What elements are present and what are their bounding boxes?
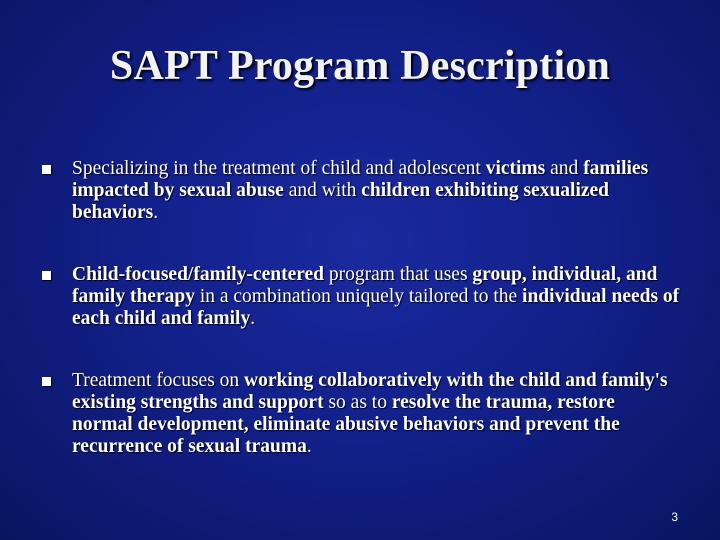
bullet-emphasis-text: individual needs of each child and family — [72, 286, 680, 329]
square-bullet-icon — [42, 271, 51, 280]
bullet-emphasis-text: group, individual, and family therapy — [72, 264, 658, 307]
slide-title: SAPT Program Description — [109, 43, 611, 89]
bullet-item — [40, 370, 680, 458]
bullet-run-text: Specializing in the treatment of child and adolescent — [72, 158, 486, 179]
bullet-run-text: in a combination uniquely tailored to the — [194, 286, 523, 307]
bullet-run-text: . — [153, 202, 159, 223]
square-bullet-icon — [42, 377, 51, 386]
bullet-text — [72, 370, 668, 457]
square-bullet-icon — [42, 165, 51, 174]
bullet-item — [40, 158, 680, 224]
bullet-run-text: and with — [283, 180, 362, 201]
bullet-run-text: and — [545, 158, 584, 179]
bullet-list — [40, 158, 680, 458]
bullet-item — [40, 264, 680, 330]
bullet-emphasis-text: resolve the trauma, restore normal development, eliminate abusive behaviors and prevent the recurrence of sexual trauma — [72, 392, 620, 457]
bullet-run-text: . — [306, 436, 312, 457]
bullet-run-text: Treatment focuses on — [72, 370, 245, 391]
bullet-run-text: so as to — [323, 392, 392, 413]
bullet-run-text: program that uses — [324, 264, 473, 285]
bullet-text — [72, 264, 679, 329]
bullet-emphasis-text: victims — [485, 158, 546, 179]
bullet-emphasis-text: families impacted by sexual abuse — [72, 158, 649, 201]
bullet-emphasis-text: children exhibiting sexualized behaviors — [72, 180, 610, 223]
bullet-run-text: . — [250, 308, 256, 329]
bullet-emphasis-text: Child-focused/family-centered — [72, 264, 325, 285]
page-number: 3 — [671, 510, 678, 524]
bullet-text — [72, 158, 648, 223]
bullet-emphasis-text: working collaboratively with the child and family's existing strengths and support — [72, 370, 668, 413]
